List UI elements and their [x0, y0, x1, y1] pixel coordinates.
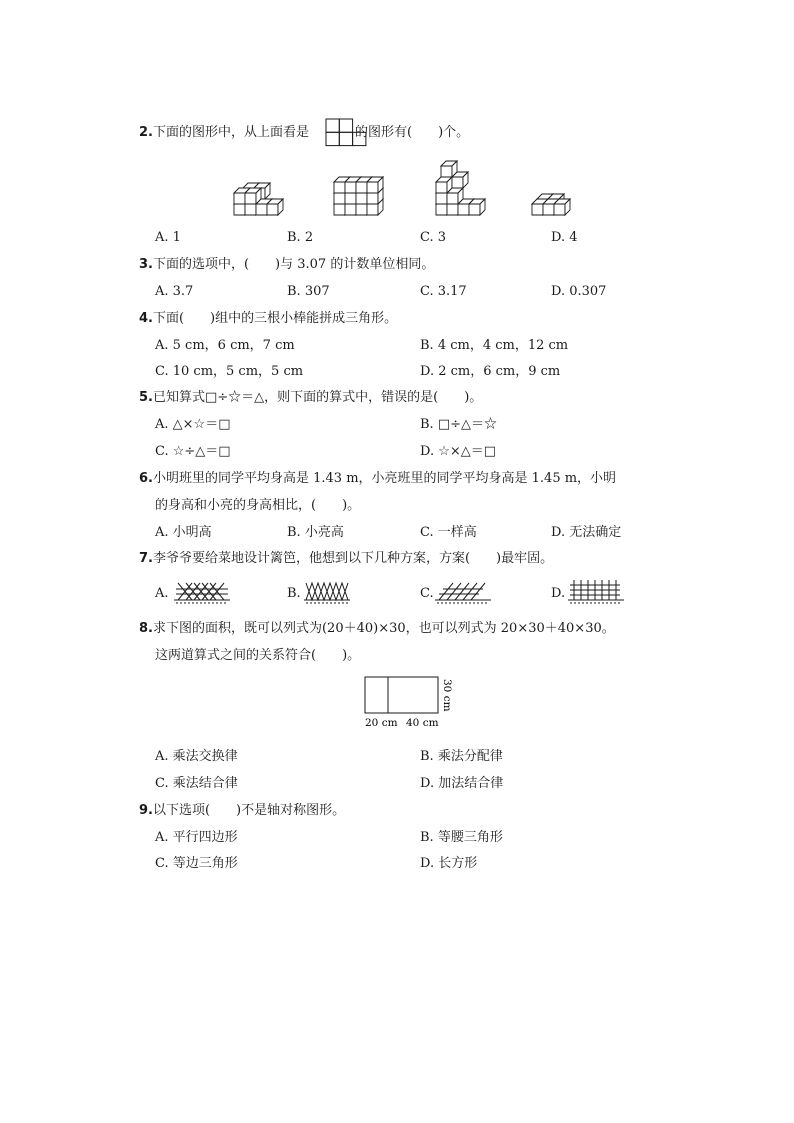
- cube-block: [554, 199, 570, 215]
- question-6-stem-line-2: 的身高和小亮的身高相比，( )。: [155, 498, 361, 513]
- fence-option-d-figure: [566, 578, 626, 608]
- cube-stacks-figure: [220, 158, 590, 220]
- question-4-number: 4.: [139, 311, 153, 326]
- cube-block: [267, 199, 283, 215]
- question-8-option-d[interactable]: D. 加法结合律: [420, 776, 504, 791]
- question-2-option-b[interactable]: B. 2: [287, 230, 314, 245]
- question-6-number: 6.: [139, 471, 153, 486]
- question-9-stem-text: 以下选项( )不是轴对称图形。: [152, 803, 346, 818]
- question-3-number: 3.: [139, 257, 153, 272]
- question-7-stem-text: 李爷爷要给菜地设计篱笆，他想到以下几种方案，方案( )最牢固。: [152, 551, 554, 566]
- question-7-option-d[interactable]: D.: [551, 586, 566, 601]
- question-3-option-d[interactable]: D. 0.307: [551, 284, 607, 299]
- question-7-stem: [139, 550, 553, 568]
- question-8-stem-line-1: [139, 620, 615, 638]
- question-2-number: 2.: [139, 125, 153, 140]
- question-4-option-d[interactable]: D. 2 cm，6 cm，9 cm: [420, 364, 561, 379]
- question-9-option-c[interactable]: C. 等边三角形: [155, 856, 238, 871]
- question-7-option-c[interactable]: C.: [420, 586, 434, 601]
- question-4-stem-text: 下面( )组中的三根小棒能拼成三角形。: [152, 311, 398, 326]
- cube-block: [469, 199, 485, 215]
- question-6-stem-text-1: 小明班里的同学平均身高是 1.43 m，小亮班里的同学平均身高是 1.45 m，小明: [152, 471, 617, 486]
- question-6-option-a[interactable]: A. 小明高: [155, 525, 212, 540]
- question-7-option-b[interactable]: B.: [287, 586, 301, 601]
- question-5-stem: [139, 389, 482, 407]
- question-4-option-a[interactable]: A. 5 cm，6 cm，7 cm: [155, 338, 295, 353]
- cube-block: [245, 188, 261, 204]
- question-2-option-a[interactable]: A. 1: [155, 230, 181, 245]
- question-5-stem-text: 已知算式□÷☆＝△，则下面的算式中，错误的是( )。: [152, 390, 483, 405]
- question-3-option-a[interactable]: A. 3.7: [155, 284, 194, 299]
- top-view-grid-figure: [324, 118, 368, 148]
- question-7-number: 7.: [139, 551, 153, 566]
- rectangle-left-width-label: 20 cm: [365, 717, 398, 729]
- question-3-stem: [139, 256, 434, 274]
- rectangle-area-figure: [358, 674, 458, 734]
- question-7-option-a[interactable]: A.: [155, 586, 169, 601]
- question-2-option-c[interactable]: C. 3: [420, 230, 447, 245]
- question-4-option-b[interactable]: B. 4 cm，4 cm，12 cm: [420, 338, 569, 353]
- rectangle-height-label: 30 cm: [441, 679, 453, 712]
- question-2-stem: [139, 124, 469, 142]
- question-9-option-b[interactable]: B. 等腰三角形: [420, 830, 503, 845]
- question-8-option-c[interactable]: C. 乘法结合律: [155, 776, 238, 791]
- question-5-option-d[interactable]: D. ☆×△＝□: [420, 444, 497, 459]
- question-6-option-d[interactable]: D. 无法确定: [551, 525, 622, 540]
- question-6-option-b[interactable]: B. 小亮高: [287, 525, 344, 540]
- question-4-stem: [139, 310, 397, 328]
- question-3-stem-text: 下面的选项中，( )与 3.07 的计数单位相同。: [152, 257, 435, 272]
- question-5-option-c[interactable]: C. ☆÷△＝□: [155, 444, 231, 459]
- question-8-stem-text-1: 求下图的面积，既可以列式为(20＋40)×30，也可以列式为 20×30＋40×30。: [152, 621, 615, 636]
- question-9-option-a[interactable]: A. 平行四边形: [155, 830, 238, 845]
- question-2-stem-part-b: 的图形有( )个。: [355, 125, 470, 140]
- question-5-option-a[interactable]: A. △×☆＝□: [155, 417, 231, 432]
- cube-block: [367, 177, 383, 193]
- question-9-number: 9.: [139, 803, 153, 818]
- question-3-option-b[interactable]: B. 307: [287, 284, 330, 299]
- question-8-option-a[interactable]: A. 乘法交换律: [155, 749, 238, 764]
- question-6-option-c[interactable]: C. 一样高: [420, 525, 477, 540]
- question-8-option-b[interactable]: B. 乘法分配律: [420, 749, 503, 764]
- fence-option-c-figure: [433, 580, 493, 608]
- question-9-option-d[interactable]: D. 长方形: [420, 856, 478, 871]
- fence-option-b-figure: [302, 580, 352, 608]
- question-8-number: 8.: [139, 621, 153, 636]
- question-9-stem: [139, 802, 345, 820]
- question-2-stem-part-a: 下面的图形中，从上面看是: [152, 125, 309, 140]
- question-4-option-c[interactable]: C. 10 cm，5 cm，5 cm: [155, 364, 304, 379]
- fence-option-a-figure: [172, 580, 232, 608]
- rectangle-right-width-label: 40 cm: [406, 717, 439, 729]
- question-8-stem-line-2: 这两道算式之间的关系符合( )。: [155, 648, 361, 663]
- question-5-option-b[interactable]: B. □÷△＝☆: [420, 417, 497, 432]
- question-6-stem-line-1: [139, 470, 616, 488]
- cube-block: [441, 161, 457, 177]
- question-3-option-c[interactable]: C. 3.17: [420, 284, 467, 299]
- cube-block: [436, 177, 452, 193]
- question-2-option-d[interactable]: D. 4: [551, 230, 578, 245]
- question-5-number: 5.: [139, 390, 153, 405]
